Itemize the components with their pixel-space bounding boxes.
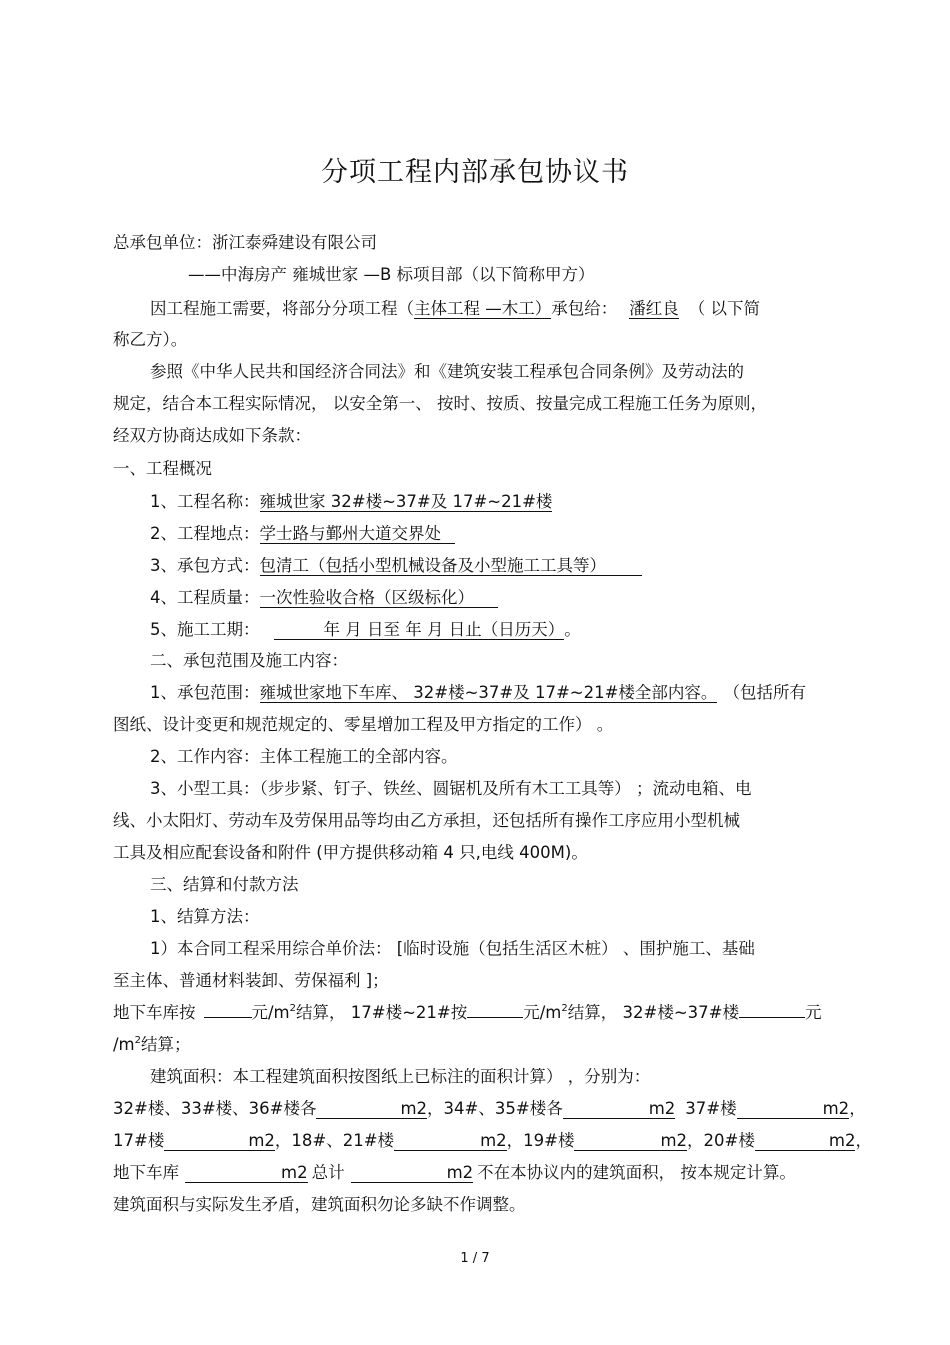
item-value: 学士路与鄞州大道交界处 [260,524,456,544]
area-intro: 建筑面积：本工程建筑面积按图纸上已标注的面积计算） ，分别为： [150,1067,651,1086]
area-line-3 [113,1162,796,1184]
rate-text: 地下车库按 [113,1003,196,1022]
rate-text: 元 [804,1003,822,1022]
area-blank: m2 [563,1099,676,1119]
separator: ， [427,1099,444,1118]
subcontract-scope: 主体工程 —木工） [414,299,552,318]
intro-text: （ 以下简 [688,299,760,318]
quality-item [150,587,498,609]
area-label: 32#楼、33#楼、36#楼各 [113,1099,317,1118]
intro-paragraph-1-cont: 称乙方）。 [113,330,188,349]
area-blank: m2 [351,1163,474,1183]
rate-text: 结算； [141,1035,191,1054]
item-label: 1、承包范围： [150,683,260,702]
area-blank: m2 [755,1131,856,1151]
small-tools-cont: 线、小太阳灯、劳动车及劳保用品等均由乙方承担，还包括所有操作工序应用小型机械 [113,811,740,830]
superscript: 2 [134,1035,142,1046]
document-title: 分项工程内部承包协议书 [321,157,629,188]
item-value: 雍城世家 32#楼~37#及 17#~21#楼 [259,492,553,511]
rate-unit: /m [113,1035,135,1054]
area-label: 17#楼 [113,1131,165,1150]
contract-mode-item [150,555,642,577]
small-tools-item: 3、小型工具：（步步紧、钉子、铁丝、圆锯机及所有木工工具等） ；流动电箱、电 [150,779,752,798]
intro-text: 承包给： [551,299,618,318]
intro-paragraph-2: 参照《中华人民共和国经济合同法》和《建筑安装工程承包合同条例》及劳动法的 [150,362,744,381]
area-label: 34#、35#楼各 [443,1099,563,1118]
item-value: 雍城世家地下车库、 32#楼~37#及 17#~21#楼全部内容。 [259,683,718,702]
area-label: 总计 [311,1163,345,1182]
unit-price-paragraph: 1）本合同工程采用综合单价法： [临时设施（包括生活区木桩） 、围护施工、基础 [150,939,755,958]
small-tools-end: 工具及相应配套设备和附件 (甲方提供移动箱 4 只,电线 400M)。 [113,843,588,862]
item-value: 一次性验收合格（区级标化） [260,588,499,608]
item-label: 4、工程质量： [150,588,260,607]
separator: ， [849,1099,866,1118]
separator: ， [506,1131,524,1150]
project-name-item [150,491,552,513]
page-number: 1 / 7 [460,1251,490,1266]
intro-paragraph-2-end: 经双方协商达成如下条款： [113,426,311,445]
area-line-1 [113,1098,866,1120]
area-blank: m2 [185,1163,308,1183]
rate-blank [739,1017,805,1018]
area-text: 不在本协议内的建筑面积， 按本规定计算。 [477,1163,796,1182]
project-location-item [150,523,455,545]
item-label: 3、承包方式： [150,556,260,575]
rate-unit: 元/m [251,1003,290,1022]
contractor-name: 浙江泰舜建设有限公司 [212,233,377,252]
section2-heading: 二、承包范围及施工内容： [150,651,348,670]
item-label: 5、施工工期： [150,620,260,639]
rate-text: 结算， 17#楼~21#按 [296,1003,468,1022]
scope-item [150,682,806,704]
intro-paragraph-1 [150,298,760,320]
rate-line-end [113,1034,191,1056]
item-value: 包清工（包括小型机械设备及小型施工工具等） [260,556,643,576]
area-blank: m2 [394,1131,507,1151]
rate-line [113,1002,821,1024]
area-blank: m2 [316,1099,427,1119]
item-label: 2、工程地点： [150,524,260,543]
contractor-label: 总承包单位： [113,233,212,252]
area-label: 18#、21#楼 [291,1131,395,1150]
item-value: 年 月 日至 年 月 日止（日历天） [274,620,565,640]
area-blank: m2 [164,1131,275,1151]
superscript: 2 [561,1003,568,1014]
area-note: 建筑面积与实际发生矛盾，建筑面积勿论多缺不作调整。 [113,1195,526,1214]
section1-heading: 一、工程概况 [113,459,212,478]
scope-item-cont: 图纸、设计变更和规范规定的、零星增加工程及甲方指定的工作） 。 [113,715,614,734]
area-line-2 [113,1130,872,1152]
item-end: 。 [564,620,581,639]
superscript: 2 [289,1003,297,1014]
unit-price-paragraph-cont: 至主体、普通材料装卸、劳保福利 ]； [113,971,389,990]
area-label: 20#楼 [703,1131,755,1150]
work-content-item: 2、工作内容：主体工程施工的全部内容。 [150,747,458,766]
area-blank: m2 [737,1099,850,1119]
intro-paragraph-2-cont: 规定，结合本工程实际情况， 以安全第一、 按时、按质、按量完成工程施工任务为原则， [113,394,767,413]
section3-heading: 三、结算和付款方法 [150,875,299,894]
intro-text: 因工程施工需要，将部分分项工程（ [150,299,414,318]
contractor-line [113,232,377,254]
rate-unit: 元/m [523,1003,562,1022]
area-label: 37#楼 [685,1099,737,1118]
separator: ， [855,1131,872,1150]
subcontractor-name: 潘红良 [629,299,679,318]
settlement-method: 1、结算方法： [150,907,260,926]
item-label: 1、工程名称： [150,492,260,511]
separator: ， [274,1131,292,1150]
area-blank: m2 [574,1131,687,1151]
rate-blank [467,1017,523,1018]
item-text: （包括所有 [723,683,806,702]
rate-text: 结算， 32#楼~37#楼 [567,1003,739,1022]
schedule-item [150,619,581,641]
separator: ， [687,1131,704,1150]
rate-blank [204,1017,252,1018]
project-dept-line: ——中海房产 雍城世家 —B 标项目部（以下简称甲方） [188,265,595,284]
area-label: 19#楼 [523,1131,575,1150]
area-label: 地下车库 [113,1163,179,1182]
